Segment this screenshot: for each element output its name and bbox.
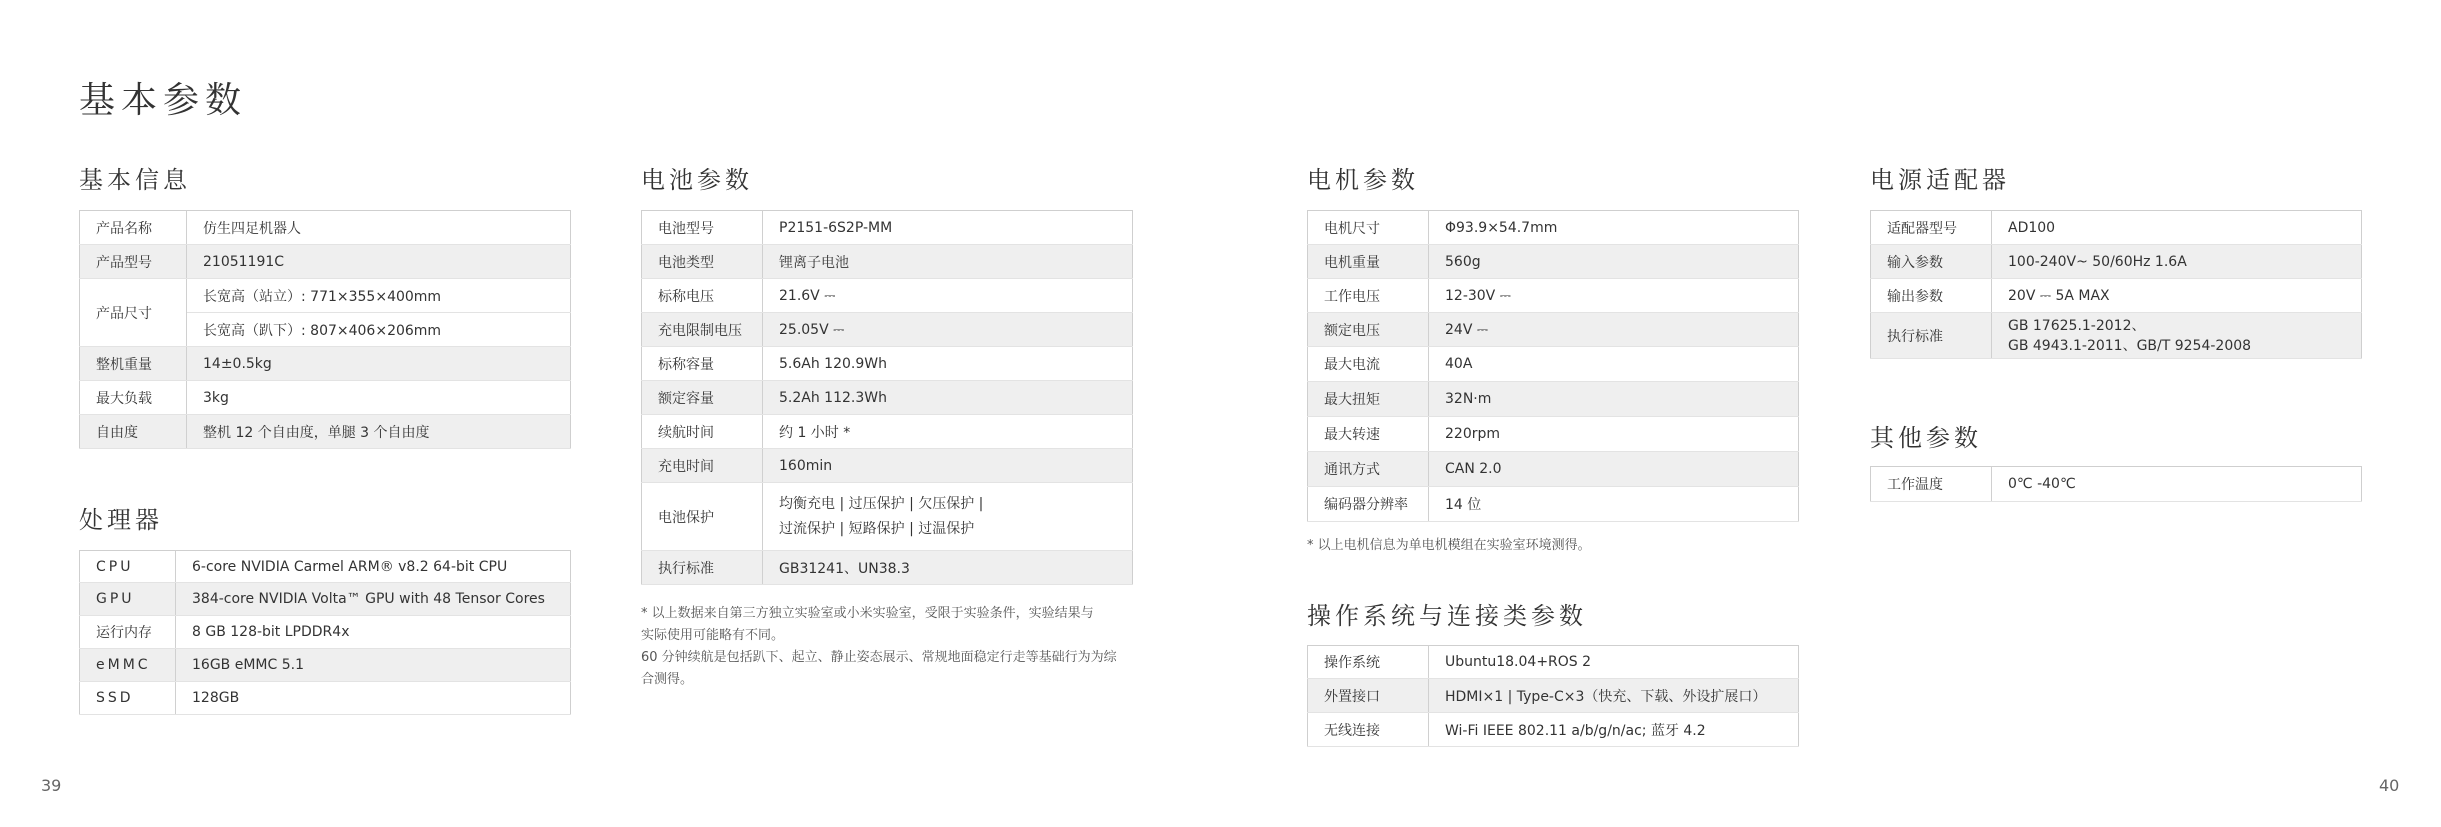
row-value: 220rpm — [1429, 417, 1799, 452]
row-value: CAN 2.0 — [1429, 452, 1799, 487]
table-row — [642, 483, 1133, 551]
page-title: 基本参数 — [79, 80, 248, 121]
table-row — [642, 551, 1133, 585]
table-row — [1308, 452, 1799, 487]
row-value: 0℃ -40℃ — [1992, 467, 2362, 502]
row-label: GPU — [80, 583, 176, 616]
row-value: 100-240V~ 50/60Hz 1.6A — [1992, 245, 2362, 279]
row-value: 12-30V ⎓ — [1429, 279, 1799, 313]
table-row — [642, 211, 1133, 245]
row-value: 8 GB 128-bit LPDDR4x — [176, 616, 571, 649]
page-number-left: 39 — [41, 776, 62, 795]
row-value: P2151-6S2P-MM — [763, 211, 1133, 245]
row-label: 编码器分辨率 — [1308, 487, 1429, 522]
row-value: 21051191C — [187, 245, 571, 279]
row-label: CPU — [80, 551, 176, 583]
note-line: 实际使用可能略有不同。 — [641, 628, 785, 643]
row-value: Wi-Fi IEEE 802.11 a/b/g/n/ac; 蓝牙 4.2 — [1429, 713, 1799, 747]
adapter-title: 电源适配器 — [1870, 166, 2010, 194]
row-label: 工作温度 — [1871, 467, 1992, 502]
row-label: 运行内存 — [80, 616, 176, 649]
row-value: GB31241、UN38.3 — [763, 551, 1133, 585]
row-value: 16GB eMMC 5.1 — [176, 649, 571, 682]
processor-title: 处理器 — [79, 506, 163, 534]
battery-note — [641, 603, 1117, 691]
row-label: 续航时间 — [642, 415, 763, 449]
table-row — [642, 313, 1133, 347]
row-value: HDMI×1 | Type-C×3（快充、下载、外设扩展口） — [1429, 679, 1799, 713]
basic-info-title: 基本信息 — [79, 166, 191, 194]
table-row — [1308, 417, 1799, 452]
os-title: 操作系统与连接类参数 — [1307, 602, 1587, 630]
row-value: 3kg — [187, 381, 571, 415]
row-label: 产品名称 — [80, 211, 187, 245]
row-value: AD100 — [1992, 211, 2362, 245]
other-table — [1870, 466, 2362, 502]
row-label: 执行标准 — [1871, 313, 1992, 359]
table-row — [1308, 347, 1799, 382]
other-title: 其他参数 — [1870, 424, 1982, 452]
table-row — [1871, 245, 2362, 279]
row-value: 20V ⎓ 5A MAX — [1992, 279, 2362, 313]
table-row — [1308, 646, 1799, 679]
row-value: 整机 12 个自由度，单腿 3 个自由度 — [187, 415, 571, 449]
row-label: 操作系统 — [1308, 646, 1429, 679]
row-value: 仿生四足机器人 — [187, 211, 571, 245]
row-label: 输入参数 — [1871, 245, 1992, 279]
table-row — [80, 245, 571, 279]
table-row — [642, 347, 1133, 381]
row-value: 锂离子电池 — [763, 245, 1133, 279]
row-value: 25.05V ⎓ — [763, 313, 1133, 347]
row-label: 电机尺寸 — [1308, 211, 1429, 245]
row-value: 5.6Ah 120.9Wh — [763, 347, 1133, 381]
row-value: 长宽高（站立）: 771×355×400mm — [187, 279, 571, 313]
table-row — [1308, 245, 1799, 279]
note-line: * 以上数据来自第三方独立实验室或小米实验室，受限于实验条件，实验结果与 — [641, 606, 1094, 621]
row-label: 最大转速 — [1308, 417, 1429, 452]
row-label: 电机重量 — [1308, 245, 1429, 279]
table-row — [642, 245, 1133, 279]
table-row — [642, 449, 1133, 483]
row-value: 384-core NVIDIA Volta™ GPU with 48 Tensor Cores — [176, 583, 571, 616]
row-value: 560g — [1429, 245, 1799, 279]
table-row — [80, 211, 571, 245]
table-row — [80, 649, 571, 682]
table-row — [1308, 211, 1799, 245]
table-row — [1308, 487, 1799, 522]
row-label: 整机重量 — [80, 347, 187, 381]
row-label: 额定容量 — [642, 381, 763, 415]
row-value: 均衡充电 | 过压保护 | 欠压保护 | — [779, 495, 984, 512]
table-row — [80, 551, 571, 583]
table-row — [80, 279, 571, 313]
row-label: SSD — [80, 682, 176, 715]
table-row — [1308, 279, 1799, 313]
table-row — [1871, 313, 2362, 359]
row-value: 32N·m — [1429, 382, 1799, 417]
row-label: 最大电流 — [1308, 347, 1429, 382]
row-label: 产品型号 — [80, 245, 187, 279]
table-row — [1871, 467, 2362, 502]
table-row — [642, 415, 1133, 449]
row-label: 电池类型 — [642, 245, 763, 279]
adapter-table — [1870, 210, 2362, 359]
row-label: 无线连接 — [1308, 713, 1429, 747]
processor-table — [79, 550, 571, 715]
row-label: 自由度 — [80, 415, 187, 449]
row-label: 产品尺寸 — [80, 279, 187, 347]
row-value: 40A — [1429, 347, 1799, 382]
row-label: 执行标准 — [642, 551, 763, 585]
motor-table — [1307, 210, 1799, 522]
table-row — [80, 381, 571, 415]
row-value: GB 4943.1-2011、GB/T 9254-2008 — [2008, 337, 2252, 354]
row-label: eMMC — [80, 649, 176, 682]
row-label: 额定电压 — [1308, 313, 1429, 347]
motor-note: * 以上电机信息为单电机模组在实验室环境测得。 — [1307, 538, 1591, 553]
row-label: 通讯方式 — [1308, 452, 1429, 487]
row-label: 适配器型号 — [1871, 211, 1992, 245]
table-row — [80, 347, 571, 381]
battery-table — [641, 210, 1133, 585]
table-row — [1308, 313, 1799, 347]
basic-info-table — [79, 210, 571, 449]
table-row — [80, 415, 571, 449]
row-value: 14±0.5kg — [187, 347, 571, 381]
os-table — [1307, 645, 1799, 747]
row-value: 6-core NVIDIA Carmel ARM® v8.2 64-bit CPU — [176, 551, 571, 583]
note-line: 60 分钟续航是包括趴下、起立、静止姿态展示、常规地面稳定行走等基础行为为综 — [641, 650, 1117, 665]
row-value: GB 17625.1-2012、 — [2008, 317, 2146, 334]
row-value: Ubuntu18.04+ROS 2 — [1429, 646, 1799, 679]
table-row — [1308, 713, 1799, 747]
table-row — [1871, 211, 2362, 245]
row-label: 输出参数 — [1871, 279, 1992, 313]
row-label: 充电限制电压 — [642, 313, 763, 347]
row-value: 约 1 小时 * — [763, 415, 1133, 449]
row-value: 160min — [763, 449, 1133, 483]
row-label: 最大负载 — [80, 381, 187, 415]
row-value: 21.6V ⎓ — [763, 279, 1133, 313]
table-row — [642, 279, 1133, 313]
motor-title: 电机参数 — [1307, 166, 1419, 194]
row-label: 标称容量 — [642, 347, 763, 381]
row-label: 工作电压 — [1308, 279, 1429, 313]
row-label: 外置接口 — [1308, 679, 1429, 713]
table-row — [642, 381, 1133, 415]
table-row — [1308, 679, 1799, 713]
row-value: 128GB — [176, 682, 571, 715]
table-row — [80, 583, 571, 616]
battery-title: 电池参数 — [641, 166, 753, 194]
row-value: 过流保护 | 短路保护 | 过温保护 — [779, 520, 975, 537]
row-value: 24V ⎓ — [1429, 313, 1799, 347]
page-number-right: 40 — [2379, 776, 2400, 795]
table-row — [1871, 279, 2362, 313]
table-row — [80, 616, 571, 649]
row-value: 5.2Ah 112.3Wh — [763, 381, 1133, 415]
row-label: 最大扭矩 — [1308, 382, 1429, 417]
table-row — [1308, 382, 1799, 417]
row-value: 长宽高（趴下）: 807×406×206mm — [187, 313, 571, 347]
row-value: 14 位 — [1429, 487, 1799, 522]
note-line: 合测得。 — [641, 672, 694, 687]
row-label: 充电时间 — [642, 449, 763, 483]
row-value: Φ93.9×54.7mm — [1429, 211, 1799, 245]
table-row — [80, 682, 571, 715]
row-label: 标称电压 — [642, 279, 763, 313]
row-label: 电池型号 — [642, 211, 763, 245]
row-label: 电池保护 — [642, 483, 763, 551]
